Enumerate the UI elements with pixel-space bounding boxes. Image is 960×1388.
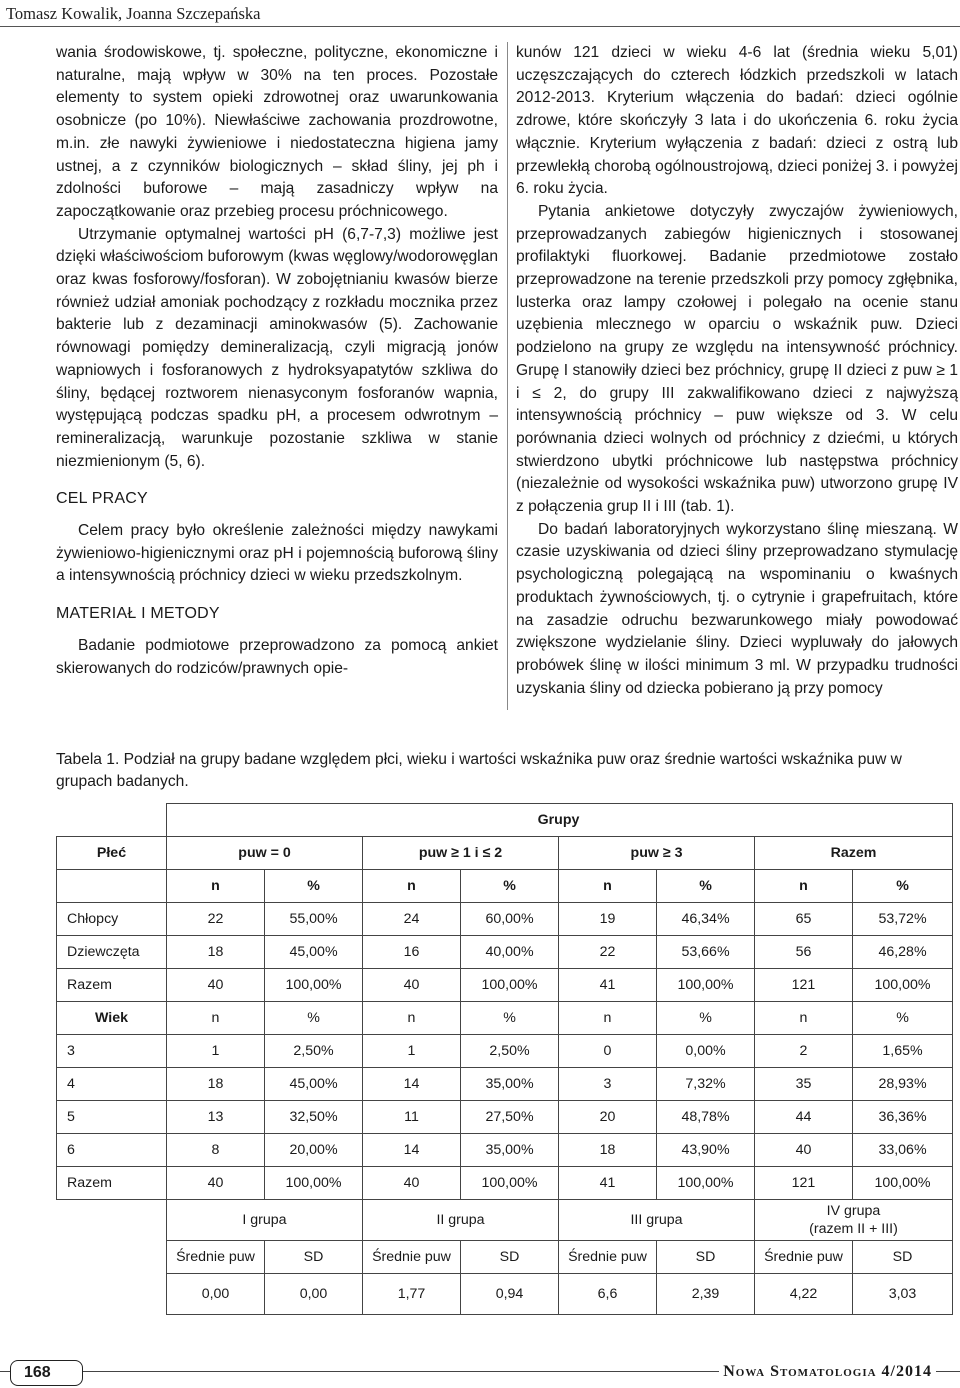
row-label: Razem <box>57 1167 167 1200</box>
group-header: puw ≥ 1 i ≤ 2 <box>363 837 559 870</box>
table-cell: 35 <box>755 1068 853 1101</box>
subheader-pct: % <box>853 1002 953 1035</box>
table-row <box>57 903 953 936</box>
left-column <box>56 42 498 680</box>
empty-cell <box>755 804 853 837</box>
right-column <box>516 42 958 700</box>
sd-label: SD <box>853 1241 953 1274</box>
empty-cell <box>853 804 953 837</box>
methods-paragraph: Badanie podmiotowe przeprowadzono za pomocą ankiet skierowanych do rodziców/prawnych opie- <box>56 636 498 677</box>
table-cell: 45,00% <box>265 1068 363 1101</box>
table-cell: 20 <box>559 1101 657 1134</box>
row-label: 3 <box>57 1035 167 1068</box>
header-rule <box>0 26 960 27</box>
mean-label: Średnie puw <box>363 1241 461 1274</box>
table-cell: 40 <box>755 1134 853 1167</box>
table-cell: 1,65% <box>853 1035 953 1068</box>
subheader-n: n <box>363 1002 461 1035</box>
empty-cell <box>57 870 167 903</box>
table-cell: 35,00% <box>461 1068 559 1101</box>
sd-value: 0,94 <box>461 1274 559 1315</box>
table-cell: 11 <box>363 1101 461 1134</box>
subheader-pct: % <box>853 870 953 903</box>
subheader-pct: % <box>657 870 755 903</box>
groups-header: Grupy <box>461 804 657 837</box>
row-label: Chłopcy <box>57 903 167 936</box>
table-cell: 22 <box>167 903 265 936</box>
group-header: Razem <box>755 837 953 870</box>
table-cell: 18 <box>167 936 265 969</box>
table-cell: 45,00% <box>265 936 363 969</box>
row-label: 6 <box>57 1134 167 1167</box>
page-number: 168 <box>10 1360 83 1386</box>
table-cell: 100,00% <box>461 1167 559 1200</box>
subheader-pct: % <box>461 870 559 903</box>
table-cell: 40,00% <box>461 936 559 969</box>
table-cell: 33,06% <box>853 1134 953 1167</box>
table-cell: 2,50% <box>265 1035 363 1068</box>
empty-cell <box>57 1274 167 1315</box>
empty-cell <box>265 804 363 837</box>
empty-cell <box>57 1241 167 1274</box>
row-label: 4 <box>57 1068 167 1101</box>
right-paragraph-3: Do badań laboratoryjnych wykorzystano ślinę mieszaną. W czasie uzyskiwania od dzieci śliny przeprowadzano stymulację psychologiczną polegającą na wspominaniu o kwaśnych produktach żywnościowych, tj. o cytrynie i grapefruitach, które na zasadzie odruchu bezwarunkowego miały powodować zwiększone wydzielanie śliny. Dzieci wypluwały do jałowych probówek ślinę w ilości minimum 3 ml. W przypadku trudności uzyskania śliny od dziecka pobierano ją przy pomocy <box>516 520 958 697</box>
row-label: Razem <box>57 969 167 1002</box>
group-header: puw = 0 <box>167 837 363 870</box>
subheader-n: n <box>167 1002 265 1035</box>
sd-value: 3,03 <box>853 1274 953 1315</box>
table-cell: 100,00% <box>853 1167 953 1200</box>
empty-cell <box>57 1200 167 1241</box>
table-cell: 100,00% <box>657 969 755 1002</box>
table-cell: 40 <box>167 969 265 1002</box>
column-divider <box>507 42 508 710</box>
table-cell: 40 <box>363 969 461 1002</box>
heading-methods: MATERIAŁ I METODY <box>56 605 220 623</box>
subheader-n: n <box>167 870 265 903</box>
empty-cell <box>657 804 755 837</box>
table-cell: 14 <box>363 1134 461 1167</box>
puw-group-label: III grupa <box>559 1200 755 1241</box>
subheader-n: n <box>363 870 461 903</box>
row-label: Dziewczęta <box>57 936 167 969</box>
table-cell: 35,00% <box>461 1134 559 1167</box>
table-cell: 100,00% <box>265 969 363 1002</box>
empty-cell <box>57 804 167 837</box>
mean-value: 0,00 <box>167 1274 265 1315</box>
table-cell: 41 <box>559 969 657 1002</box>
table-cell: 0,00% <box>657 1035 755 1068</box>
table-cell: 1 <box>363 1035 461 1068</box>
table-row <box>57 1167 953 1200</box>
table-cell: 46,28% <box>853 936 953 969</box>
sd-label: SD <box>461 1241 559 1274</box>
table-row <box>57 1035 953 1068</box>
table-cell: 40 <box>363 1167 461 1200</box>
subheader-n: n <box>559 1002 657 1035</box>
table-cell: 100,00% <box>461 969 559 1002</box>
table-cell: 0 <box>559 1035 657 1068</box>
table-cell: 20,00% <box>265 1134 363 1167</box>
aim-paragraph: Celem pracy było określenie zależności między nawykami żywieniowo-higienicznymi oraz pH i pojemnością buforową śliny a intensywnością próchnicy dzieci w wieku przedszkolnym. <box>56 522 498 585</box>
sex-label: Płeć <box>57 837 167 870</box>
table-cell: 41 <box>559 1167 657 1200</box>
subheader-pct: % <box>265 1002 363 1035</box>
table-cell: 14 <box>363 1068 461 1101</box>
subheader-pct: % <box>265 870 363 903</box>
table-cell: 121 <box>755 969 853 1002</box>
left-paragraph-2: Utrzymanie optymalnej wartości pH (6,7-7,3) możliwe jest dzięki właściwościom buforowym (kwas węglowy/wodorowęglan oraz kwas fosforowy/fosforan). W zobojętnianiu kwasów bierze również udział amoniak pochodzący z rozkładu mocznika przez bakterie lub z dezaminacji aminokwasów (5). Zachowanie równowagi pomiędzy demineralizacją, czyli migracją jonów wapniowych i fosforanowych z hydroksyapatytów szkliwa do śliny, będącej roztworem nienasyconym fosforanów wapnia, występującą podczas spadku pH, a procesem odwrotnym – remineralizacją, warunkuje pozostanie szkliwa w stanie niezmienionym (5, 6). <box>56 225 498 470</box>
table-cell: 65 <box>755 903 853 936</box>
group-header: puw ≥ 3 <box>559 837 755 870</box>
table-cell: 18 <box>559 1134 657 1167</box>
sd-value: 0,00 <box>265 1274 363 1315</box>
sex-rows <box>57 903 953 1002</box>
group-iv-sublabel: (razem II + III) <box>809 1221 898 1237</box>
table-row <box>57 936 953 969</box>
table-cell: 32,50% <box>265 1101 363 1134</box>
table-cell: 55,00% <box>265 903 363 936</box>
table-cell: 56 <box>755 936 853 969</box>
table-cell: 16 <box>363 936 461 969</box>
table-cell: 48,78% <box>657 1101 755 1134</box>
subheader-pct: % <box>657 1002 755 1035</box>
table-cell: 43,90% <box>657 1134 755 1167</box>
table-caption: Tabela 1. Podział na grupy badane względem płci, wieku i wartości wskaźnika puw oraz średnie wartości wskaźnika puw w grupach badanych. <box>56 751 902 790</box>
left-paragraph-1: wania środowiskowe, tj. społeczne, polityczne, ekonomiczne i naturalne, mają wpływ w 30% na ten proces. Pozostałe elementy to system opieki zdrowotnej oraz uwarunkowania osobnicze (po 10%). Niewłaściwe zachowania prozdrowotne, m.in. złe nawyki żywieniowe i niedostateczna higiena jamy ustnej, a z czynników biologicznych – skład śliny, jej ph i zdolności buforowe – mają zasadniczy wpływ na zapoczątkowanie oraz przebieg procesu próchnicowego. <box>56 44 498 220</box>
table-cell: 13 <box>167 1101 265 1134</box>
right-paragraph-1: kunów 121 dzieci w wieku 4-6 lat (średnia wieku 5,01) uczęszczających do czterech łódzkich przedszkoli w latach 2012-2013. Kryterium włączenia do badań: dzieci ogólnie zdrowe, które skończyły 3 lata i do ukończenia 6. roku życia włącznie. Kryterium wyłączenia z badań: dzieci z ostrą lub przewlekłą chorobą ogólnoustrojową, dzieci poniżej 3. i powyżej 6. roku życia. <box>516 44 958 198</box>
table-row <box>57 1101 953 1134</box>
table-cell: 2,50% <box>461 1035 559 1068</box>
mean-value: 4,22 <box>755 1274 853 1315</box>
table-row <box>57 969 953 1002</box>
table-cell: 40 <box>167 1167 265 1200</box>
table-row <box>57 1068 953 1101</box>
table-cell: 60,00% <box>461 903 559 936</box>
table-cell: 100,00% <box>657 1167 755 1200</box>
subheader-n: n <box>755 870 853 903</box>
table-cell: 53,72% <box>853 903 953 936</box>
table-cell: 8 <box>167 1134 265 1167</box>
table-cell: 22 <box>559 936 657 969</box>
table-cell: 18 <box>167 1068 265 1101</box>
table-cell: 19 <box>559 903 657 936</box>
table-cell: 36,36% <box>853 1101 953 1134</box>
empty-cell <box>167 804 265 837</box>
table-cell: 44 <box>755 1101 853 1134</box>
table-cell: 3 <box>559 1068 657 1101</box>
table-cell: 28,93% <box>853 1068 953 1101</box>
running-head-authors: Tomasz Kowalik, Joanna Szczepańska <box>6 4 261 23</box>
empty-cell <box>363 804 461 837</box>
table-cell: 7,32% <box>657 1068 755 1101</box>
age-label: Wiek <box>57 1002 167 1035</box>
age-rows <box>57 1035 953 1200</box>
sd-label: SD <box>265 1241 363 1274</box>
group-iv-label: IV grupa <box>826 1203 881 1219</box>
table-cell: 100,00% <box>853 969 953 1002</box>
subheader-pct: % <box>461 1002 559 1035</box>
subheader-n: n <box>559 870 657 903</box>
table-cell: 46,34% <box>657 903 755 936</box>
mean-value: 6,6 <box>559 1274 657 1315</box>
table-cell: 27,50% <box>461 1101 559 1134</box>
right-paragraph-2: Pytania ankietowe dotyczyły zwyczajów żywieniowych, przeprowadzanych zabiegów higienicznych i stosowanej profilaktyki fluorkowej. Badanie przedmiotowe zostało przeprowadzone na terenie przedszkoli przy pomocy zgłębnika, lusterka oraz lampy czołowej i polegało na ocenie stanu uzębienia mlecznego w oparciu o wskaźnik puw. Dzieci podzielono na grupy ze względu na intensywność próchnicy. Grupę I stanowiły dzieci bez próchnicy, grupę II dzieci z puw ≥ 1 i ≤ 2, do grupy III zakwalifikowano dzieci z najwyższą intensywnością próchnicy – puw większe od 3. W celu porównania dzieci wolnych od próchnicy z dziećmi, u których stwierdzono ubytki próchnicowe lub następstwa próchnicy (niezależnie od wysokości wskaźnika puw) utworzono grupę IV z połączenia grup II i III (tab. 1). <box>516 202 958 516</box>
row-label: 5 <box>57 1101 167 1134</box>
sd-value: 2,39 <box>657 1274 755 1315</box>
mean-value: 1,77 <box>363 1274 461 1315</box>
puw-group-label <box>755 1200 953 1241</box>
puw-group-label: II grupa <box>363 1200 559 1241</box>
table-cell: 121 <box>755 1167 853 1200</box>
heading-aim: CEL PRACY <box>56 490 148 508</box>
mean-label: Średnie puw <box>755 1241 853 1274</box>
sd-label: SD <box>657 1241 755 1274</box>
table-cell: 1 <box>167 1035 265 1068</box>
table-row <box>57 1134 953 1167</box>
mean-label: Średnie puw <box>559 1241 657 1274</box>
journal-name: Nowa Stomatologia 4/2014 <box>719 1363 936 1381</box>
table-cell: 2 <box>755 1035 853 1068</box>
table-cell: 53,66% <box>657 936 755 969</box>
table-cell: 24 <box>363 903 461 936</box>
mean-label: Średnie puw <box>167 1241 265 1274</box>
data-table <box>56 803 953 1315</box>
puw-group-label: I grupa <box>167 1200 363 1241</box>
table-cell: 100,00% <box>265 1167 363 1200</box>
subheader-n: n <box>755 1002 853 1035</box>
